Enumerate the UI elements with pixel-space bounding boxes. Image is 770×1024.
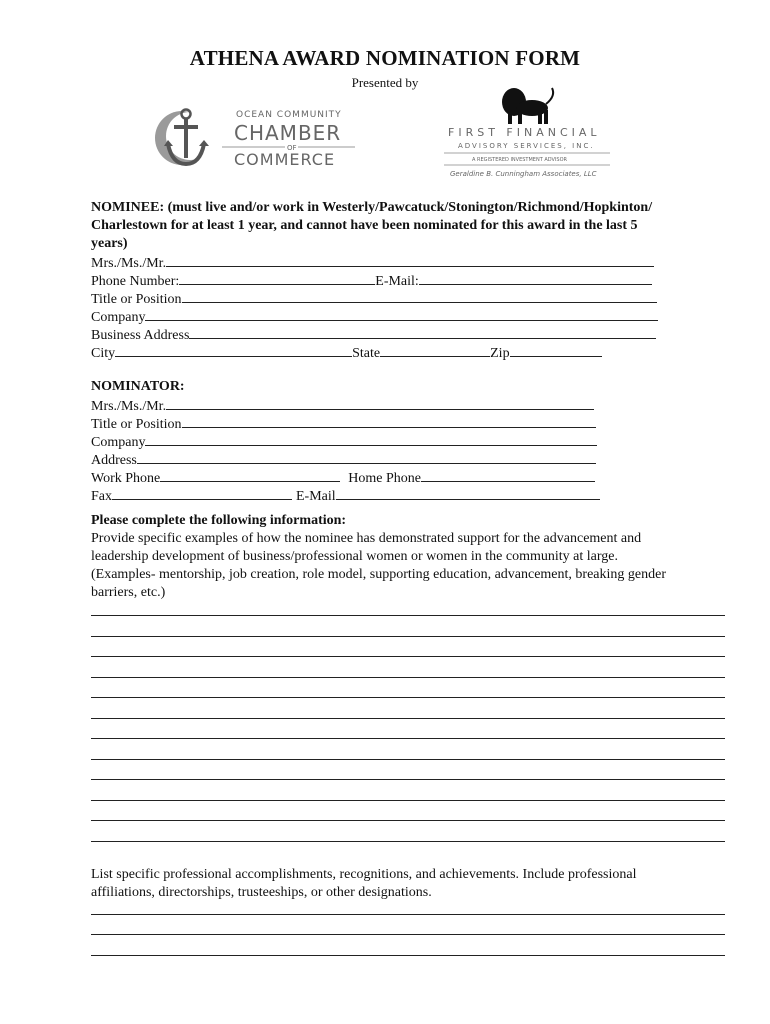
form-title: ATHENA AWARD NOMINATION FORM	[189, 46, 581, 70]
nominator-address-field[interactable]	[137, 450, 596, 464]
nominee-address-label: Business Address	[91, 328, 190, 343]
nominator-email-field[interactable]	[336, 486, 600, 500]
nominator-home-phone-label: Home Phone	[348, 471, 421, 486]
nominee-title-field[interactable]	[182, 289, 657, 303]
info-paragraph1-line3: (Examples- mentorship, job creation, role model, supporting education, advancement, breaking gender	[91, 567, 666, 582]
first-financial-logo	[438, 82, 618, 184]
nominee-state-field[interactable]	[380, 343, 490, 357]
advisor-logo-line2: ADVISORY SERVICES, INC.	[458, 142, 595, 150]
nominee-heading-line2: Charlestown for at least 1 year, and cannot have been nominated for this award in the last 5	[91, 218, 638, 233]
lion-icon	[502, 88, 553, 124]
nominee-heading-line3: years)	[91, 236, 128, 251]
nominee-company-label: Company	[91, 310, 146, 325]
chamber-logo-line2: CHAMBER	[234, 121, 342, 145]
answer-line-3[interactable]	[91, 656, 725, 657]
nominee-zip-field[interactable]	[510, 343, 602, 357]
nominator-work-phone-label: Work Phone	[91, 471, 161, 486]
nominee-name-field[interactable]	[166, 253, 654, 267]
nominee-email-field[interactable]	[419, 271, 652, 285]
answer-line-7[interactable]	[91, 738, 725, 739]
nominator-title-row	[91, 414, 596, 434]
advisor-logo-line4: Geraldine B. Cunningham Associates, LLC	[450, 170, 597, 178]
answer-line-12[interactable]	[91, 841, 725, 842]
nominator-phone-row	[91, 468, 595, 488]
nominator-title-label: Title or Position	[91, 417, 182, 432]
info-paragraph1-line2: leadership development of business/professional women or women in the community at large.	[91, 549, 618, 564]
nominee-heading-line1: NOMINEE: (must live and/or work in Westerly/Pawcatuck/Stonington/Richmond/Hopkinton/	[91, 200, 653, 215]
answer-line-11[interactable]	[91, 820, 725, 821]
info-paragraph2-line1: List specific professional accomplishments, recognitions, and achievements. Include professional	[91, 867, 637, 882]
chamber-logo-line1: OCEAN COMMUNITY	[236, 110, 342, 120]
nominator-name-label: Mrs./Ms./Mr.	[91, 399, 167, 414]
nominator-company-label: Company	[91, 435, 146, 450]
nominator-home-phone-field[interactable]	[421, 468, 595, 482]
nominator-fax-label: Fax	[91, 489, 112, 504]
nominee-phone-field[interactable]	[179, 271, 375, 285]
answer-line-2[interactable]	[91, 636, 725, 637]
nominator-title-field[interactable]	[182, 414, 596, 428]
nominee-phone-row	[91, 271, 652, 291]
nominator-company-row	[91, 432, 597, 452]
nominator-name-field[interactable]	[166, 396, 594, 410]
answer-line-5[interactable]	[91, 697, 725, 698]
nominator-name-row	[91, 396, 594, 416]
nominee-address-field[interactable]	[189, 325, 656, 339]
chamber-logo-line4: COMMERCE	[234, 150, 336, 169]
nominator-email-label: E-Mail	[296, 489, 336, 504]
accomplishments-line-3[interactable]	[91, 955, 725, 956]
answer-line-6[interactable]	[91, 718, 725, 719]
answer-line-8[interactable]	[91, 759, 725, 760]
anchor-icon	[155, 110, 214, 166]
advisor-logo-line3: A REGISTERED INVESTMENT ADVISOR	[472, 157, 567, 163]
nominee-company-row	[91, 307, 658, 327]
nominator-work-phone-field[interactable]	[160, 468, 340, 482]
nominee-phone-label: Phone Number:	[91, 274, 180, 289]
nominee-name-label: Mrs./Ms./Mr.	[91, 256, 167, 271]
answer-line-4[interactable]	[91, 677, 725, 678]
nominee-city-row	[91, 343, 602, 363]
nominee-zip-label: Zip	[490, 346, 510, 361]
accomplishments-line-2[interactable]	[91, 934, 725, 935]
nominator-fax-row	[91, 486, 600, 506]
nominee-email-label: E-Mail:	[375, 274, 419, 289]
chamber-of-commerce-logo	[150, 100, 355, 180]
info-paragraph2-line2: affiliations, directorships, trusteeships, or other designations.	[91, 885, 432, 900]
answer-line-1[interactable]	[91, 615, 725, 616]
info-heading: Please complete the following information:	[91, 513, 347, 528]
accomplishments-line-1[interactable]	[91, 914, 725, 915]
nominator-company-field[interactable]	[145, 432, 597, 446]
answer-line-9[interactable]	[91, 779, 725, 780]
nominator-heading: NOMINATOR:	[91, 379, 185, 394]
nominee-city-field[interactable]	[115, 343, 352, 357]
nominator-address-row	[91, 450, 596, 470]
nominee-address-row	[91, 325, 656, 345]
nominator-address-label: Address	[91, 453, 137, 468]
nominee-state-label: State	[352, 346, 381, 361]
presented-by-text: Presented by	[351, 75, 419, 90]
nominator-fax-field[interactable]	[112, 486, 292, 500]
info-paragraph1-line4: barriers, etc.)	[91, 585, 166, 600]
info-paragraph1-line1: Provide specific examples of how the nominee has demonstrated support for the advancement and	[91, 531, 642, 546]
nominee-name-row	[91, 253, 654, 273]
nominee-title-row	[91, 289, 657, 309]
nominee-city-label: City	[91, 346, 116, 361]
nominee-title-label: Title or Position	[91, 292, 182, 307]
nominee-company-field[interactable]	[145, 307, 658, 321]
advisor-logo-line1: FIRST FINANCIAL	[448, 126, 601, 139]
chamber-logo-line3: OF	[287, 144, 297, 152]
answer-line-10[interactable]	[91, 800, 725, 801]
